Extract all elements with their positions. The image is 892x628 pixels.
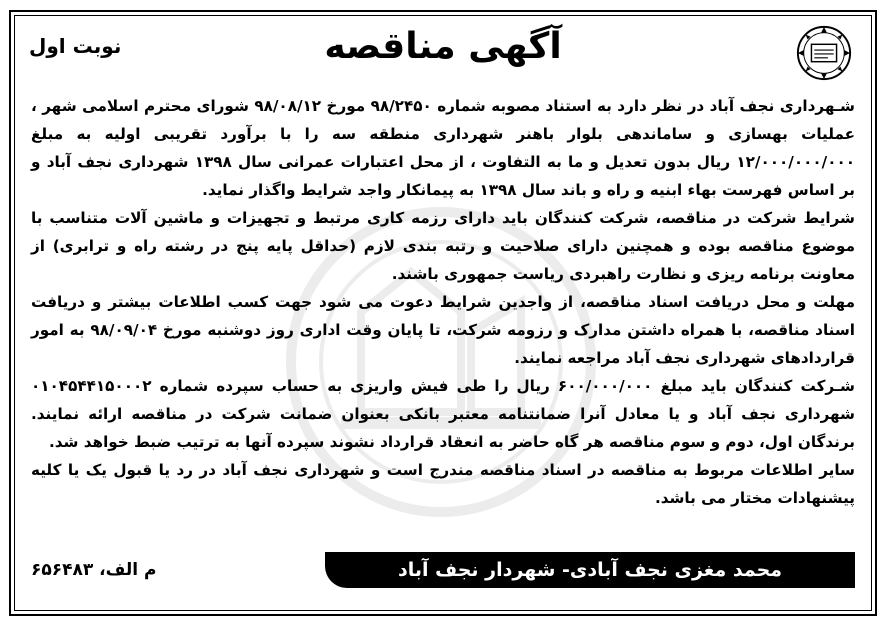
tender-notice — [9, 10, 877, 616]
paragraph-participation-conditions: شرایط شرکت در مناقصه، شرکت کنندگان باید دارای رزمه کاری مرتبط و تجهیزات و ماشین آلات متناسب با موضوع مناقصه بوده و همچنین دارای صلاحیت و رتبه بندی لازم (حداقل پایه پنج در رشته راه و ترابری) از معاونت برنامه ریزی و نظارت راهبردی ریاست جمهوری باشند. — [31, 209, 855, 283]
notice-footer — [31, 546, 855, 600]
notice-header — [11, 12, 875, 92]
paragraph-tender-subject: شـهرداری نجف آباد در نظر دارد به استناد مصوبه شماره ۹۸/۲۴۵۰ مورخ ۹۸/۰۸/۱۲ شورای محترم اسلامی شهر ، عملیات بهسازی و ساماندهی بلوار باهنر شهرداری منطقه سه را با برآورد تقریبی اولیه به مبلغ ۱۲/۰۰۰/۰۰۰/۰۰۰ ریال بدون تعدیل و ما به التفاوت ، از محل اعتبارات عمرانی سال ۱۳۹۸ شهرداری نجف آباد و بر اساس فهرست بهاء ابنیه و راه و باند سال ۱۳۹۸ به پیمانکار واجد شرایط واگذار نماید. — [31, 97, 855, 199]
advertisement-code: م الف، ۶۵۶۴۸۳ — [31, 560, 157, 580]
paragraph-bid-guarantee: شـرکت کنندگان باید مبلغ ۶۰۰/۰۰۰/۰۰۰ ریال را طی فیش واریزی به حساب سپرده شماره ۰۱۰۴۵۴۴۱۵۰۰۰۲ شهرداری نجف آباد و یا معادل آنرا ضمانتنامه معتبر بانکی بعنوان ضمانت شرکت در مناقصه ارائه نمایند. برندگان اول، دوم و سوم مناقصه هر گاه حاضر به انعقاد قرارداد نشوند سپرده آنها به ترتیب ضبط خواهد شد. — [31, 377, 855, 451]
paragraph-document-deadline: مهلت و محل دریافت اسناد مناقصه، از واجدین شرایط دعوت می شود جهت کسب اطلاعات بیشتر و دریافت اسناد مناقصه، با همراه داشتن مدارک و رزومه شرکت، تا پایان وقت اداری روز دوشنبه مورخ ۹۸/۰۹/۰۴ به امور قراردادهای شهرداری نجف آباد مراجعه نمایند. — [31, 293, 855, 367]
paragraph-other-information: سایر اطلاعات مربوط به مناقصه در اسناد مناقصه مندرج است و شهرداری نجف آباد در رد یا قبول یک یا کلیه پیشنهادات مختار می باشد. — [31, 461, 855, 507]
notice-body — [11, 92, 875, 512]
publication-round: نوبت اول — [29, 34, 122, 58]
notice-title: آگهی مناقصه — [324, 26, 562, 67]
mayor-signature: محمد مغزی نجف آبادی- شهردار نجف آباد — [325, 552, 855, 588]
